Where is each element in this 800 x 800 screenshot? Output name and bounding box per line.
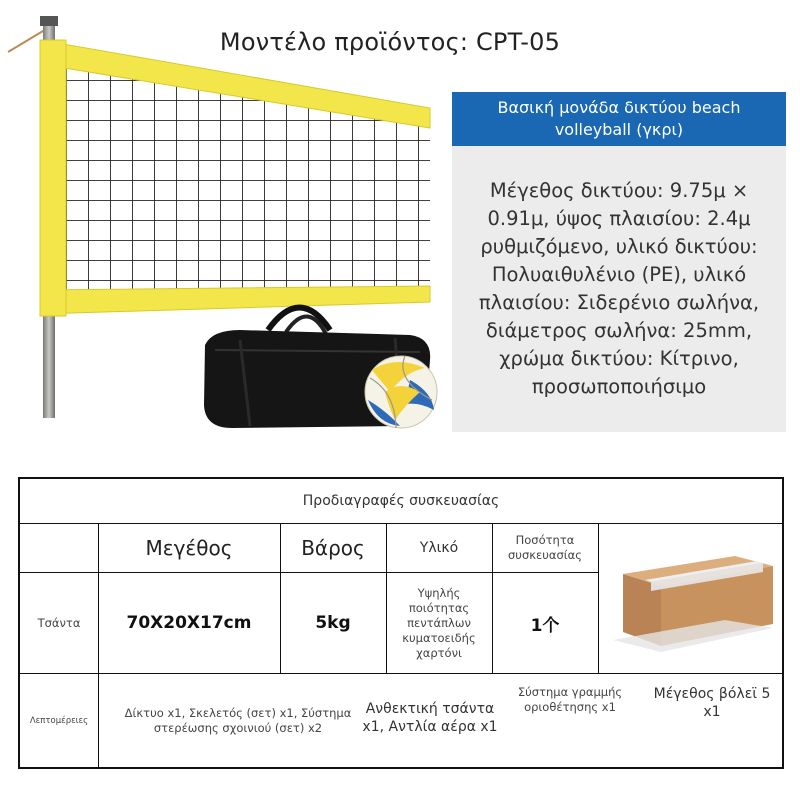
volleyball: [365, 356, 437, 428]
col-header-material: Υλικό: [419, 540, 459, 556]
product-name-header: Βασική μονάδα δικτύου beach volleyball (γκρι): [452, 92, 786, 146]
row-label-bag: Τσάντα: [37, 615, 81, 630]
row-label-details: Λεπτομέρειες: [29, 715, 89, 726]
details-item-4: Μέγεθος βόλεϊ 5 x1: [653, 686, 771, 720]
packaging-spec-table: [18, 477, 784, 769]
page-title: Μοντέλο προϊόντος: CPT-05: [219, 28, 561, 56]
shipping-box-icon: [605, 544, 775, 654]
col-header-size: Μεγέθος: [145, 536, 233, 560]
shipping-box-cell: [598, 524, 782, 673]
bag-size: 70X20X17cm: [126, 613, 252, 633]
spec-table-heading: Προδιαγραφές συσκευασίας: [302, 493, 500, 509]
bag-weight: 5kg: [315, 613, 351, 633]
bag-quantity: 1个: [530, 615, 560, 636]
bag-material: Υψηλής ποιότητας πεντάπλων κυματοειδής χαρτόνι: [402, 585, 476, 660]
product-description: Μέγεθος δικτύου: 9.75μ × 0.91μ, ύψος πλαισίου: 2.4μ ρυθμιζόμενο, υλικό δικτύου: Πολυαιθυλένιο (PE), υλικό πλαισίου: Σιδερένιο σωλήνα, διάμετρος σωλήνα: 25mm, χρώμα δικτύου: Κίτρινο, προσωποποιήσιμο: [452, 146, 786, 432]
details-item-2: Ανθεκτική τσάντα x1, Αντλία αέρα x1: [362, 700, 498, 735]
product-illustration: [0, 0, 450, 440]
col-header-weight: Βάρος: [301, 536, 365, 560]
details-item-3: Σύστημα γραμμής οριοθέτησης x1: [517, 685, 623, 714]
col-header-quantity: Ποσότητα συσκευασίας: [508, 533, 582, 562]
details-item-1: Δίκτυο x1, Σκελετός (σετ) x1, Σύστημα στερέωσης σχοινιού (σετ) x2: [124, 705, 352, 735]
